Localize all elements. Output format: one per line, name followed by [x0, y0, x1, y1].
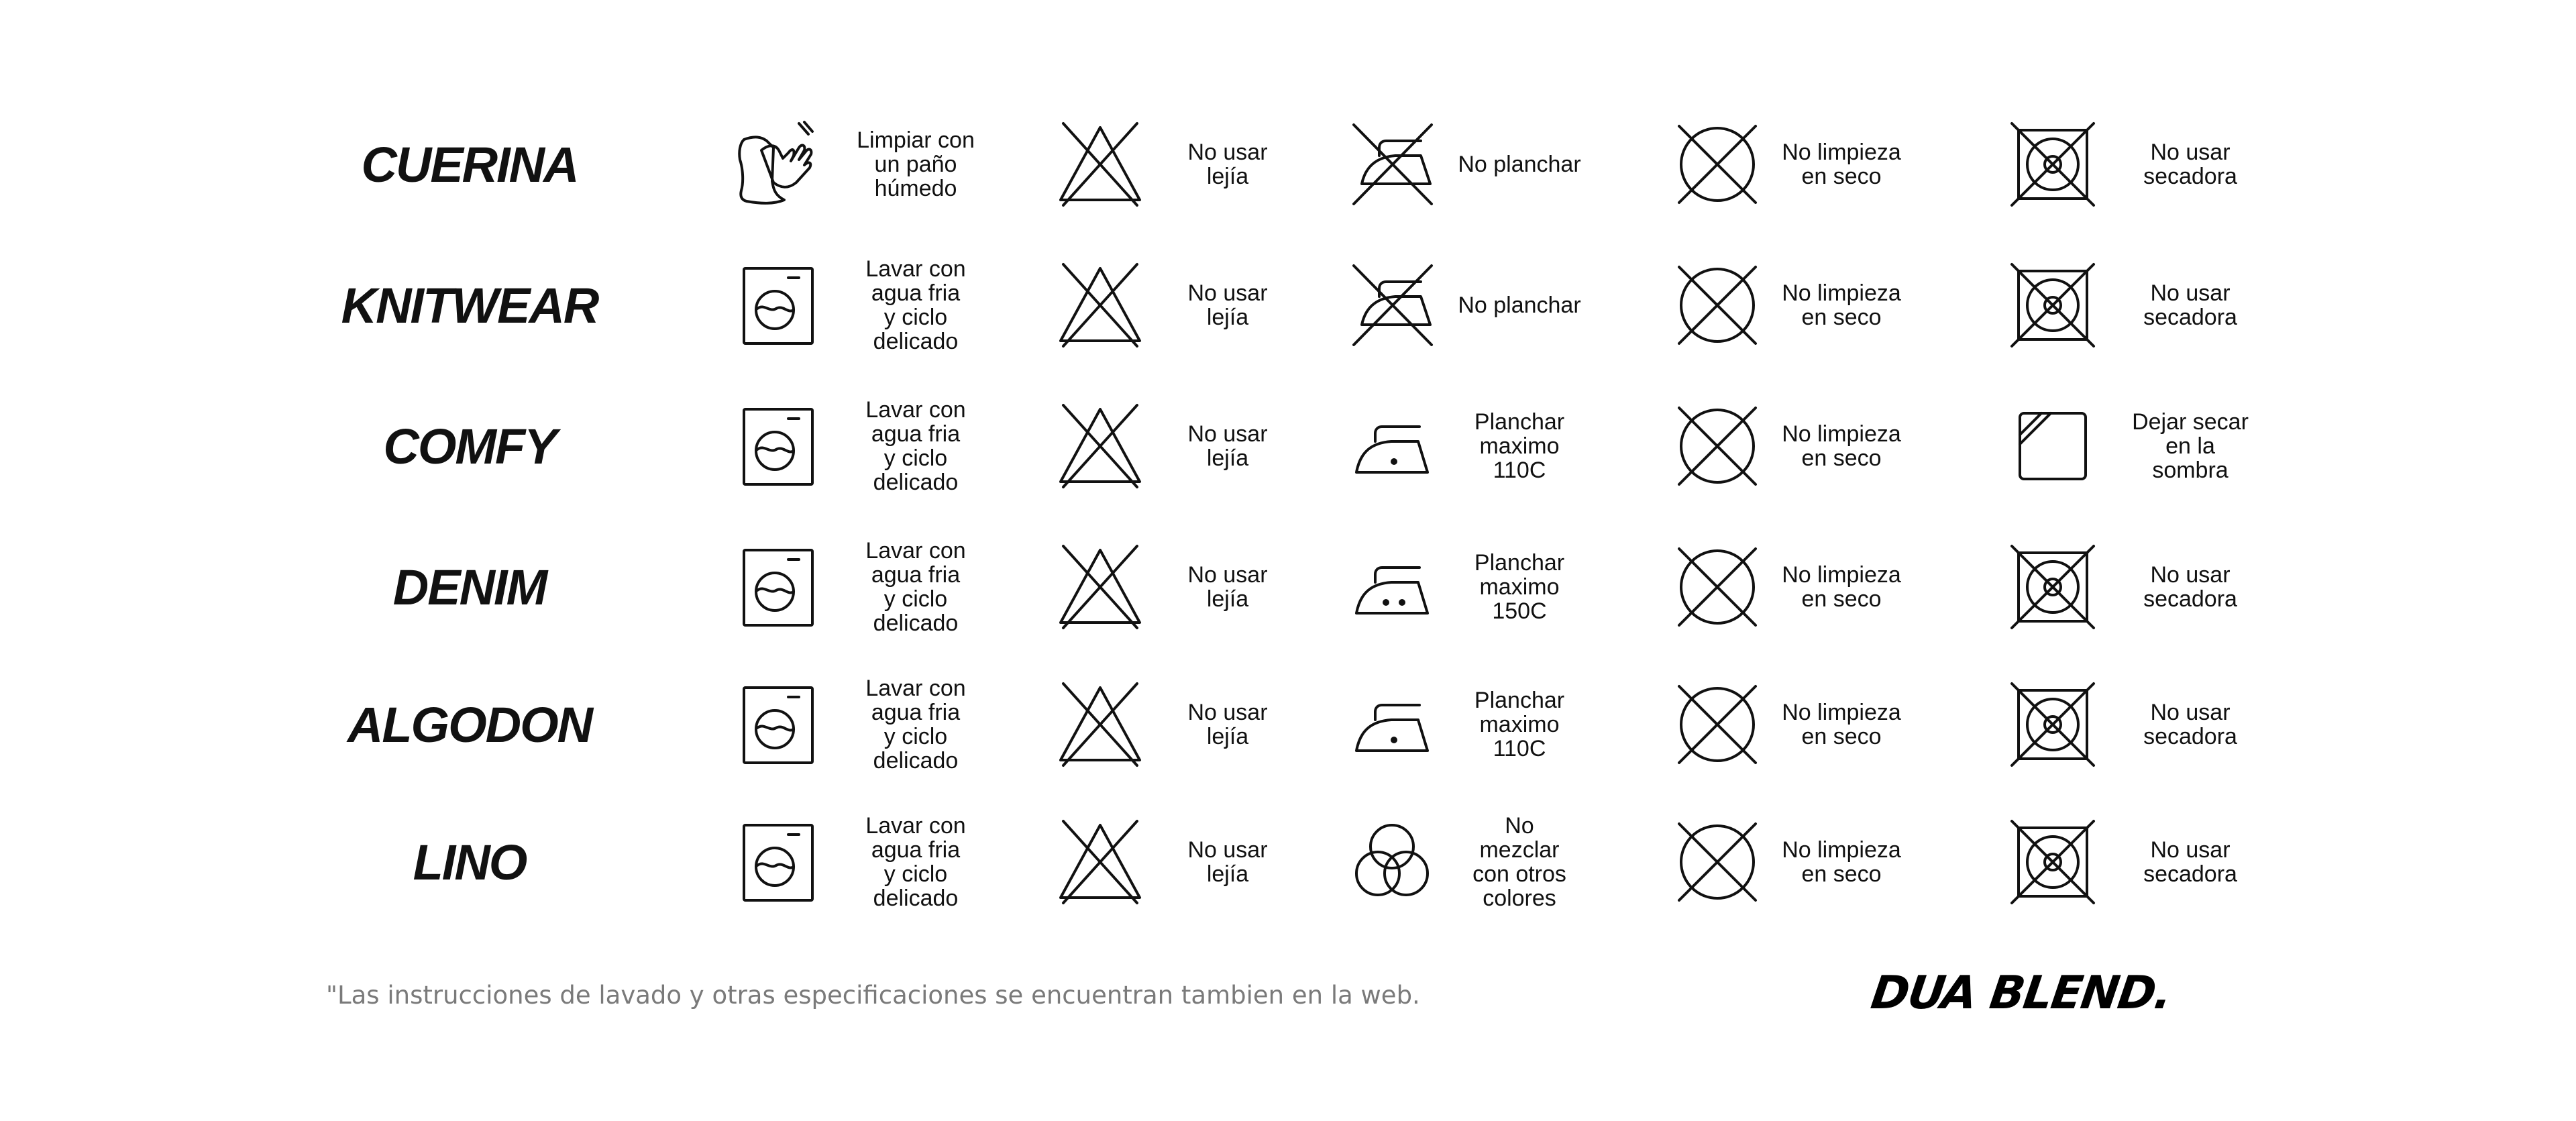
care-label: No limpieza en seco — [1782, 280, 1901, 330]
care-label: Lavar con agua fria y ciclo delicado — [865, 256, 966, 354]
care-row — [0, 795, 2576, 929]
care-label: No usar lejía — [1187, 421, 1268, 471]
fabric-name: LINO — [413, 834, 527, 890]
no-bleach-icon — [1057, 818, 1144, 906]
no-dry-clean-icon — [1674, 543, 1761, 631]
care-label: Lavar con agua fria y ciclo delicado — [865, 538, 966, 636]
no-iron-icon — [1348, 121, 1436, 208]
washing-machine-icon — [735, 403, 822, 490]
no-bleach-icon — [1057, 262, 1144, 349]
care-label: No limpieza en seco — [1782, 140, 1901, 189]
care-label: No limpieza en seco — [1782, 562, 1901, 612]
footnote: "Las instrucciones de lavado y otras especificaciones se encuentran tambien en la web. — [326, 981, 1420, 1010]
care-label: No planchar — [1458, 152, 1581, 177]
no-iron-icon — [1348, 262, 1436, 349]
washing-machine-icon — [735, 262, 822, 349]
care-label: Limpiar con un paño húmedo — [857, 127, 975, 201]
care-label: Lavar con agua fria y ciclo delicado — [865, 813, 966, 911]
care-label: Planchar maximo 150C — [1474, 550, 1565, 624]
care-label: Lavar con agua fria y ciclo delicado — [865, 397, 966, 495]
iron-one-dot-icon — [1348, 403, 1436, 490]
care-label: No planchar — [1458, 292, 1581, 318]
fabric-name: COMFY — [383, 418, 556, 474]
fabric-name: KNITWEAR — [341, 277, 598, 333]
no-tumble-dry-icon — [2009, 543, 2096, 631]
no-dry-clean-icon — [1674, 681, 1761, 768]
washing-machine-icon — [735, 818, 822, 906]
care-label: No limpieza en seco — [1782, 837, 1901, 887]
care-label: No mezclar con otros colores — [1472, 813, 1566, 911]
fabric-name: CUERINA — [361, 136, 578, 193]
care-label: Lavar con agua fria y ciclo delicado — [865, 676, 966, 773]
no-bleach-icon — [1057, 681, 1144, 768]
care-label: Planchar maximo 110C — [1474, 409, 1565, 483]
care-row — [0, 379, 2576, 513]
care-label: No usar secadora — [2143, 140, 2237, 189]
care-label: Dejar secar en la sombra — [2132, 409, 2249, 483]
care-label: No usar secadora — [2143, 562, 2237, 612]
care-label: No usar lejía — [1187, 562, 1268, 612]
hand-wipe-icon — [735, 121, 822, 208]
washing-machine-icon — [735, 681, 822, 768]
iron-two-dots-icon — [1348, 543, 1436, 631]
washing-machine-icon — [735, 543, 822, 631]
care-label: No limpieza en seco — [1782, 700, 1901, 749]
fabric-name: DENIM — [392, 559, 547, 615]
no-dry-clean-icon — [1674, 121, 1761, 208]
care-label: No usar lejía — [1187, 837, 1268, 887]
dry-in-shade-icon — [2009, 403, 2096, 490]
care-label: No usar lejía — [1187, 140, 1268, 189]
care-label: No limpieza en seco — [1782, 421, 1901, 471]
no-bleach-icon — [1057, 543, 1144, 631]
care-row — [0, 657, 2576, 792]
no-dry-clean-icon — [1674, 818, 1761, 906]
fabric-name: ALGODON — [347, 696, 592, 753]
care-label: No usar lejía — [1187, 700, 1268, 749]
no-bleach-icon — [1057, 121, 1144, 208]
separate-colors-icon — [1348, 818, 1436, 906]
care-row — [0, 520, 2576, 654]
no-tumble-dry-icon — [2009, 121, 2096, 208]
no-dry-clean-icon — [1674, 403, 1761, 490]
no-dry-clean-icon — [1674, 262, 1761, 349]
care-label: Planchar maximo 110C — [1474, 688, 1565, 761]
no-bleach-icon — [1057, 403, 1144, 490]
iron-one-dot-icon — [1348, 681, 1436, 768]
care-label: No usar secadora — [2143, 837, 2237, 887]
no-tumble-dry-icon — [2009, 262, 2096, 349]
care-label: No usar lejía — [1187, 280, 1268, 330]
no-tumble-dry-icon — [2009, 818, 2096, 906]
no-tumble-dry-icon — [2009, 681, 2096, 768]
care-label: No usar secadora — [2143, 700, 2237, 749]
brand-logo: DUA BLEND. — [1868, 966, 2175, 1020]
care-row — [0, 97, 2576, 231]
care-label: No usar secadora — [2143, 280, 2237, 330]
care-row — [0, 238, 2576, 372]
